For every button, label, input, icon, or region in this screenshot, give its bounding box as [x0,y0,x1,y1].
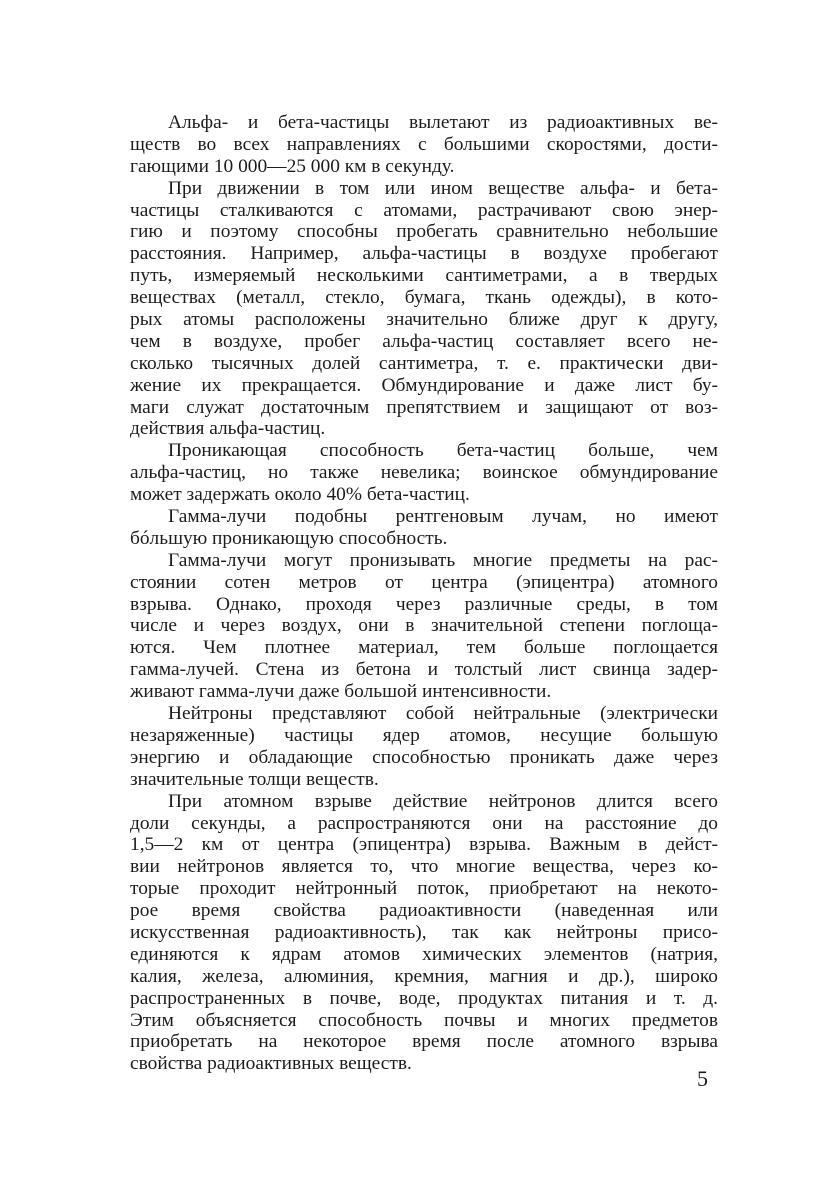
text-line: частицы сталкиваются с атомами, растрачивают свою энер- [130,199,718,221]
text-line: приобретать на некоторое время после атомного взрыва [130,1031,718,1053]
text-line: маги служат достаточным препятствием и защищают от воз- [130,396,718,418]
paragraph-p4 [130,506,718,550]
text-line: может задержать около 40% бета-частиц. [130,484,470,506]
text-line: Этим объясняется способность почвы и многих предметов [130,1009,718,1031]
text-line: стоянии сотен метров от центра (эпицентра) атомного [130,571,718,593]
paragraph-p6 [130,703,718,791]
paragraph-p7 [130,791,718,1076]
text-line: бóльшую проникающую способность. [130,527,448,549]
text-line: рых атомы расположены значительно ближе друг к другу, [130,309,718,331]
text-line: гамма-лучей. Стена из бетона и толстый лист свинца задер- [130,659,718,681]
text-line: гию и поэтому способны пробегать сравнительно небольшие [130,221,718,243]
text-line: живают гамма-лучи даже большой интенсивности. [130,681,552,703]
paragraph-p2 [130,178,718,441]
text-line: При движении в том или ином веществе альфа- и бета- [168,177,718,199]
text-line: альфа-частиц, но также невелика; воинское обмундирование [130,462,718,484]
text-line: Гамма-лучи подобны рентгеновым лучам, но имеют [168,506,718,528]
text-line: вии нейтронов является то, что многие вещества, через ко- [130,856,718,878]
text-line: искусственная радиоактивность), так как нейтроны присо- [130,921,718,943]
text-line: ются. Чем плотнее материал, тем больше поглощается [130,637,718,659]
text-line: действия альфа-частиц. [130,418,326,440]
page-number: 5 [697,1066,708,1091]
text-line: доли секунды, а распространяются они на расстояние до [130,812,718,834]
text-line: веществах (металл, стекло, бумага, ткань одежды), в кото- [130,287,718,309]
paragraph-p3 [130,440,718,506]
text-line: чем в воздухе, пробег альфа-частиц составляет всего не- [130,330,718,352]
page-body [130,112,718,1112]
text-line: Альфа- и бета-частицы вылетают из радиоактивных ве- [168,112,718,133]
text-line: 1,5—2 км от центра (эпицентра) взрыва. Важным в дейст- [130,834,718,856]
text-line: рое время свойства радиоактивности (наведенная или [130,900,718,922]
text-line: единяются к ядрам атомов химических элементов (натрия, [130,943,718,965]
text-line: жение их прекращается. Обмундирование и даже лист бу- [130,374,718,396]
text-column [130,112,718,1075]
text-line: свойства радиоактивных веществ. [130,1053,412,1075]
paragraph-p1 [130,112,718,178]
text-line: незаряженные) частицы ядер атомов, несущие большую [130,724,718,746]
text-line: ществ во всех направлениях с большими скоростями, дости- [130,133,718,155]
text-line: торые проходит нейтронный поток, приобретают на некото- [130,878,718,900]
text-line: сколько тысячных долей сантиметра, т. е. практически дви- [130,352,718,374]
text-line: распространенных в почве, воде, продуктах питания и т. д. [130,987,718,1009]
text-line: значительные толщи веществ. [130,768,379,790]
text-line: энергию и обладающие способностью проникать даже через [130,746,718,768]
text-line: гающими 10 000—25 000 км в секунду. [130,155,455,177]
text-line: взрыва. Однако, проходя через различные среды, в том [130,593,718,615]
text-line: калия, железа, алюминия, кремния, магния и др.), широко [130,965,718,987]
paragraph-p5 [130,550,718,703]
text-line: Нейтроны представляют собой нейтральные (электрически [168,703,718,725]
text-line: При атомном взрыве действие нейтронов длится всего [168,790,718,812]
text-line: путь, измеряемый несколькими сантиметрами, а в твердых [130,265,718,287]
text-line: числе и через воздух, они в значительной степени поглоща- [130,615,718,637]
text-line: Проникающая способность бета-частиц больше, чем [168,440,718,462]
text-line: расстояния. Например, альфа-частицы в воздухе пробегают [130,243,718,265]
text-line: Гамма-лучи могут пронизывать многие предметы на рас- [168,549,718,571]
